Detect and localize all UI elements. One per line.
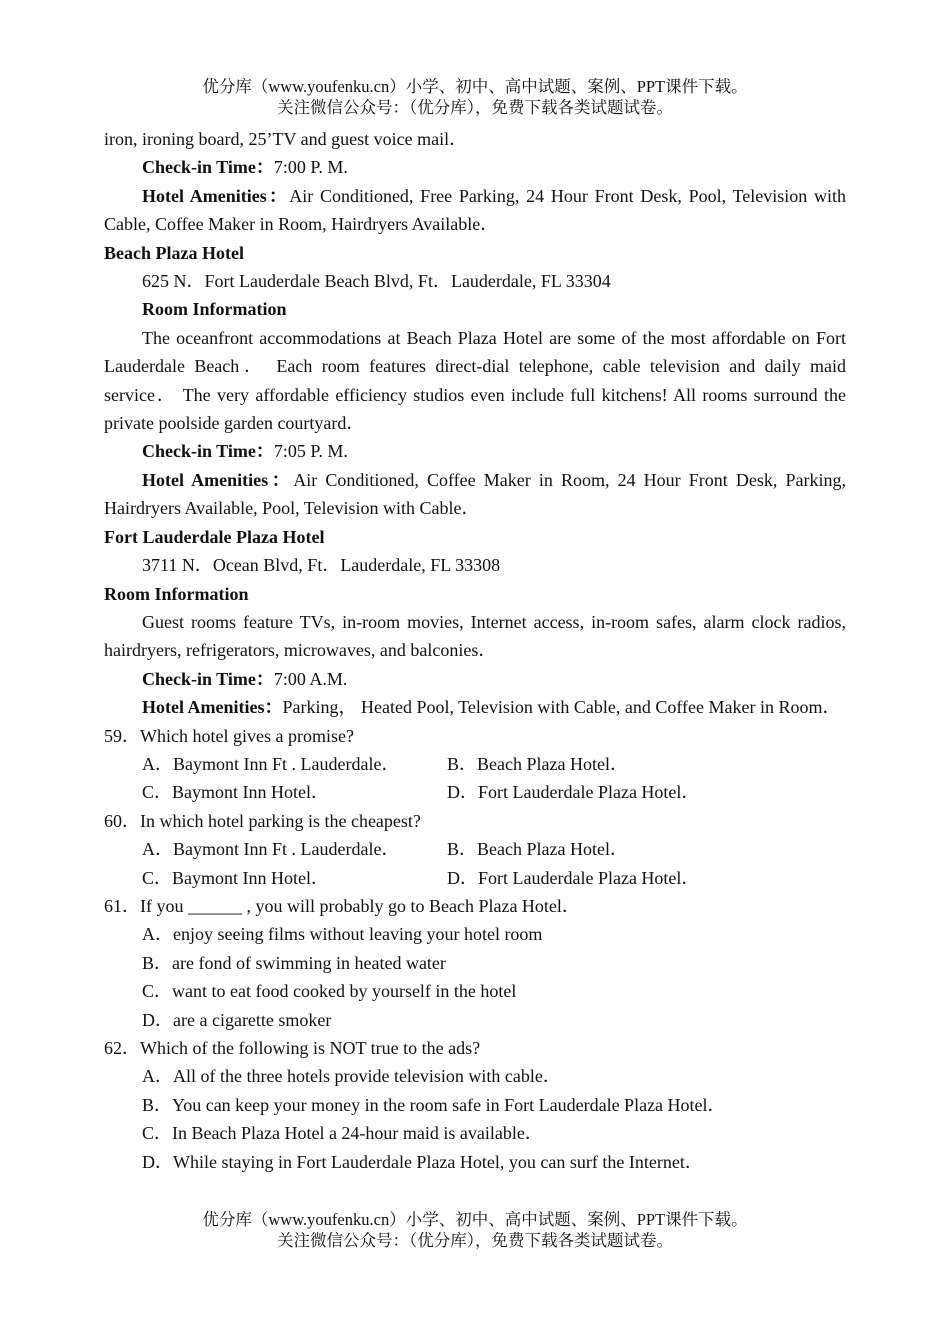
document-body: [104, 125, 846, 1176]
hotel2-amenities: [104, 466, 846, 523]
question-62-option-c: C．In Beach Plaza Hotel a 24-hour maid is available．: [142, 1123, 543, 1144]
question-60-stem: 60．In which hotel parking is the cheapest?: [104, 810, 421, 831]
question-61-option-d: D．are a cigarette smoker: [142, 1009, 332, 1030]
question-60-option-a: A．Baymont Inn Ft . Lauderdale．: [142, 839, 400, 860]
page-header: [0, 76, 950, 118]
question-60-options-row-1: [104, 835, 846, 863]
hotel3-amenities: [104, 693, 846, 721]
page-footer: [0, 1209, 950, 1251]
question-59-options-row-1: [104, 750, 846, 778]
amenities-label: Hotel Amenities：: [142, 469, 294, 490]
question-62-option-b: B．You can keep your money in the room safe in Fort Lauderdale Plaza Hotel．: [142, 1094, 726, 1115]
question-60-options-row-2: [104, 864, 846, 892]
checkin-value: 7:00 P. M.: [273, 157, 348, 178]
hotel1-amenities: [104, 182, 846, 239]
amenities-label: Hotel Amenities：: [142, 185, 290, 206]
hotel3-address: 3711 N．Ocean Blvd, Ft．Lauderdale, FL 33308: [142, 555, 501, 576]
question-59-option-d: D．Fort Lauderdale Plaza Hotel．: [447, 782, 700, 803]
question-60-option-b: B．Beach Plaza Hotel．: [447, 839, 628, 860]
question-59-option-c: C．Baymont Inn Hotel．: [142, 782, 329, 803]
hotel3-name: Fort Lauderdale Plaza Hotel: [104, 526, 325, 547]
checkin-label: Check-in Time：: [142, 157, 274, 178]
checkin-value: 7:00 A.M.: [273, 668, 348, 689]
hotel2-room-heading: Room Information: [142, 299, 287, 320]
amenities-value: Parking， Heated Pool, Television with Cable, and Coffee Maker in Room．: [282, 697, 841, 718]
hotel2-address: 625 N．Fort Lauderdale Beach Blvd, Ft．Lauderdale, FL 33304: [142, 271, 611, 292]
question-61-option-b: B．are fond of swimming in heated water: [142, 952, 446, 973]
amenities-value: Air Conditioned, Coffee Maker in Room, 24 Hour Front Desk, Parking, Hairdryers Available, Pool, Television with Cable．: [104, 469, 846, 519]
hotel1-checkin: [104, 153, 846, 181]
hotel3-checkin: [104, 665, 846, 693]
header-line-1: 优分库（www.youfenku.cn）小学、初中、高中试题、案例、PPT课件下载。: [202, 77, 748, 96]
footer-line-1: 优分库（www.youfenku.cn）小学、初中、高中试题、案例、PPT课件下载。: [202, 1210, 748, 1229]
hotel1-continued-text: iron, ironing board, 25’TV and guest voice mail．: [104, 129, 468, 149]
question-62-option-d: D．While staying in Fort Lauderdale Plaza Hotel, you can surf the Internet．: [142, 1151, 703, 1172]
question-59-stem: 59．Which hotel gives a promise?: [104, 725, 354, 746]
hotel3-room-text: Guest rooms feature TVs, in-room movies, Internet access, in-room safes, alarm clock radios, hairdryers, refrigerators, microwaves, and balconies．: [104, 611, 846, 661]
question-62-stem: 62．Which of the following is NOT true to the ads?: [104, 1038, 481, 1058]
question-61-stem: 61．If you ______ , you will probably go to Beach Plaza Hotel．: [104, 895, 580, 916]
question-59-option-b: B．Beach Plaza Hotel．: [447, 753, 628, 774]
hotel2-name: Beach Plaza Hotel: [104, 242, 244, 263]
header-line-2: 关注微信公众号：（优分库），免费下载各类试题试卷。: [277, 98, 673, 117]
question-60-option-c: C．Baymont Inn Hotel．: [142, 867, 329, 888]
amenities-value: Air Conditioned, Free Parking, 24 Hour Front Desk, Pool, Television with Cable, Coffee Maker in Room, Hairdryers Available．: [104, 185, 846, 235]
checkin-label: Check-in Time：: [142, 441, 274, 462]
amenities-label: Hotel Amenities：: [142, 697, 283, 718]
question-59-option-a: A．Baymont Inn Ft . Lauderdale．: [142, 753, 400, 774]
hotel2-room-text: The oceanfront accommodations at Beach Plaza Hotel are some of the most affordable on Fort Lauderdale Beach． Each room features direct-dial telephone, cable television and daily maid service． The very affordable efficiency studios even include full kitchens! All rooms surround the private poolside garden courtyard．: [104, 327, 846, 434]
question-59-options-row-2: [104, 778, 846, 806]
hotel2-checkin: [104, 437, 846, 465]
question-60-option-d: D．Fort Lauderdale Plaza Hotel．: [447, 867, 700, 888]
question-62-option-a: A．All of the three hotels provide television with cable．: [142, 1066, 561, 1087]
checkin-label: Check-in Time：: [142, 668, 274, 689]
checkin-value: 7:05 P. M.: [273, 441, 348, 462]
question-61-option-c: C．want to eat food cooked by yourself in the hotel: [142, 981, 517, 1002]
hotel3-room-heading: Room Information: [104, 583, 249, 604]
footer-line-2: 关注微信公众号：（优分库），免费下载各类试题试卷。: [277, 1231, 673, 1250]
question-61-option-a: A．enjoy seeing films without leaving your hotel room: [142, 924, 543, 945]
